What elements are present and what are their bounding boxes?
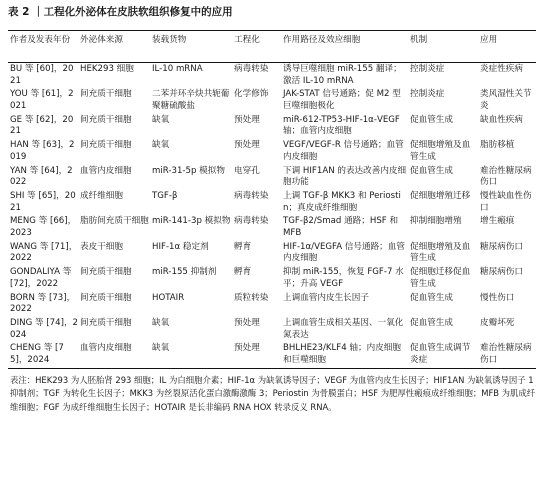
table-cell: 成纤维细胞 — [80, 190, 123, 201]
table-row — [8, 139, 536, 164]
column-header: 作用路径及效应细胞 — [283, 35, 361, 45]
table-cell: DING 等 [74]，2024 — [10, 317, 78, 340]
table-cell: 预处理 — [234, 114, 260, 125]
table-cell: 缺氧 — [152, 140, 170, 151]
table-cell: 病毒转染 — [234, 216, 269, 227]
table-cell: 糖尿病伤口 — [480, 267, 523, 278]
table-cell: 促血管生成调节炎症 — [410, 343, 471, 365]
table-header-row — [8, 31, 536, 63]
table-cell: BHLHE23/KLF4 轴；内皮细胞和巨噬细胞 — [283, 343, 401, 365]
table-cell: 难治性糖尿病伤口 — [480, 165, 532, 188]
table-cell: 炎症性疾病 — [480, 64, 523, 74]
table-cell: IL-10 mRNA — [152, 64, 203, 74]
table-cell: 预处理 — [234, 317, 260, 328]
table-cell: VEGF/VEGF-R 信号通路；血管内皮细胞 — [283, 140, 404, 162]
table-cell: 促细胞迁移促血管生成 — [410, 267, 471, 289]
column-header: 外泌体来源 — [80, 35, 123, 45]
table-cell: JAK-STAT 信号通路；促 M2 型巨噬细胞极化 — [283, 89, 401, 111]
table-cell: 病毒转染 — [234, 64, 269, 74]
table-cell: 上调血管内皮生长因子 — [283, 292, 369, 303]
table-row — [8, 317, 536, 342]
table-title: 表 2 ｜工程化外泌体在皮肤软组织修复中的应用 — [8, 6, 233, 18]
table-cell: SHI 等 [65]，2021 — [10, 190, 76, 213]
table-cell: YOU 等 [61]，2021 — [10, 89, 74, 111]
table-row — [8, 88, 536, 113]
table-cell: 促血管生成 — [410, 165, 453, 176]
table-row — [8, 190, 536, 215]
table-cell: miR-612-TP53-HIF-1α-VEGF 轴；血管内皮细胞 — [283, 114, 400, 137]
table-cell: YAN 等 [64]，2022 — [10, 165, 73, 188]
column-header: 工程化 — [234, 35, 260, 45]
table-cell: 难治性糖尿病伤口 — [480, 343, 532, 365]
table-row — [8, 292, 536, 317]
table-cell: 控制炎症 — [410, 64, 445, 74]
table-cell: HAN 等 [63]，2019 — [10, 140, 75, 162]
table-bottom-rule — [8, 368, 536, 369]
table-cell: 血管内皮细胞 — [80, 165, 132, 176]
table-row — [8, 165, 536, 190]
table-cell: 缺氧 — [152, 317, 170, 328]
table-cell: 化学修饰 — [234, 89, 269, 100]
table-cell: 预处理 — [234, 140, 260, 151]
table-cell: BU 等 [60]，2021 — [10, 64, 74, 86]
table-cell: 缺血性疾病 — [480, 114, 523, 125]
table-cell: 上调 TGF-β MKK3 和 Periostin；真皮成纤维细胞 — [283, 190, 401, 213]
table-cell: 促细胞增殖及血管生成 — [410, 140, 471, 162]
table-cell: HOTAIR — [152, 292, 185, 303]
data-table — [8, 30, 536, 368]
table-cell: miR-155 抑制剂 — [152, 267, 217, 278]
table-cell: 脂肪移植 — [480, 140, 515, 151]
table-cell: 质粒转染 — [234, 292, 269, 303]
table-cell: 间充质干细胞 — [80, 140, 132, 151]
table-cell: 控制炎症 — [410, 89, 445, 100]
table-row — [8, 342, 536, 367]
table-cell: 慢性伤口 — [480, 292, 515, 303]
table-cell: 间充质干细胞 — [80, 114, 132, 125]
table-cell: GONDALIYA 等 [72]，2022 — [10, 267, 72, 289]
table-cell: miR-31-5p 模拟物 — [152, 165, 225, 176]
table-cell: 抑制 miR-155，恢复 FGF-7 水平；升高 VEGF — [283, 267, 404, 289]
table-cell: 缺氧 — [152, 343, 170, 354]
table-cell: 增生瘢痕 — [480, 216, 515, 227]
table-cell: MENG 等 [66]，2023 — [10, 216, 77, 238]
table-cell: 血管内皮细胞 — [80, 343, 132, 354]
table-row — [8, 266, 536, 291]
table-row — [8, 241, 536, 266]
column-header: 应用 — [480, 35, 498, 45]
table-cell: HEK293 细胞 — [80, 64, 134, 74]
table-cell: 糖尿病伤口 — [480, 241, 523, 252]
table-cell: 二苯并环辛炔共轭葡聚糖硫酸盐 — [152, 89, 230, 111]
table-cell: 诱导巨噬细胞 miR-155 翻译；激活 IL-10 mRNA — [283, 64, 402, 86]
table-cell: BORN 等 [73]，2022 — [10, 292, 76, 315]
table-cell: TGF-β — [152, 190, 178, 201]
table-cell: miR-141-3p 模拟物 — [152, 216, 231, 227]
table-cell: GE 等 [62]，2021 — [10, 114, 74, 137]
table-cell: 孵育 — [234, 241, 252, 252]
table-notes: 表注：HEK293 为人胚胎肾 293 细胞；IL 为白细胞介素；HIF-1α 为缺氧诱导因子；VEGF 为血管内皮生长因子；HIF1AN 为缺氧诱导因子 1 抑制剂；TGF 为转化生长因子；MKK3 为丝裂原活化蛋白激酶激酶 3；Periostin 为骨膜蛋白；HSF 为肥厚性瘢痕成纤维细胞；MFB 为肌成纤维细胞；FGF 为成纤维细胞生长因子；HOTAIR 是长非编码 RNA HOX 转录反义 RNA。 — [10, 374, 536, 412]
table-cell: 表皮干细胞 — [80, 241, 123, 252]
table-cell: 类风湿性关节炎 — [480, 89, 532, 111]
column-header: 作者及发表年份 — [10, 35, 71, 45]
table-cell: 间充质干细胞 — [80, 267, 132, 278]
table-cell: 间充质干细胞 — [80, 317, 132, 328]
table-cell: HIF-1α 稳定剂 — [152, 241, 209, 252]
table-cell: 预处理 — [234, 343, 260, 354]
table-cell: 促血管生成 — [410, 292, 453, 303]
column-header: 装载货物 — [152, 35, 187, 45]
table-cell: 间充质干细胞 — [80, 292, 132, 303]
table-row — [8, 63, 536, 89]
table-row — [8, 215, 536, 240]
table-cell: 皮瓣坏死 — [480, 317, 515, 328]
table-cell: 促血管生成 — [410, 114, 453, 125]
table-cell: 孵育 — [234, 267, 252, 278]
table-cell: 间充质干细胞 — [80, 89, 132, 100]
table-cell: 慢性缺血性伤口 — [480, 190, 532, 213]
table-cell: 上调血管生成相关基因、一氧化氮表达 — [283, 317, 404, 340]
table-cell: 促血管生成 — [410, 317, 453, 328]
table-cell: 病毒转染 — [234, 190, 269, 201]
table-cell: CHENG 等 [75]，2024 — [10, 343, 64, 365]
table-cell: HIF-1α/VEGFA 信号通路；血管内皮细胞 — [283, 241, 405, 264]
table-cell: 抑制细胞增殖 — [410, 216, 462, 227]
table-cell: 脂肪间充质干细胞 — [80, 216, 149, 227]
table-cell: 促细胞增殖及血管生成 — [410, 241, 471, 264]
table-row — [8, 114, 536, 139]
table-cell: 促细胞增殖迁移 — [410, 190, 471, 201]
table-cell: WANG 等 [71]，2022 — [10, 241, 78, 264]
table-cell: 电穿孔 — [234, 165, 260, 176]
table-cell: 缺氧 — [152, 114, 170, 125]
table-cell: 下调 HIF1AN 的表达改善内皮细胞功能 — [283, 165, 407, 188]
table-cell: TGF-β2/Smad 通路；HSF 和 MFB — [283, 216, 399, 238]
column-header: 机制 — [410, 35, 428, 45]
